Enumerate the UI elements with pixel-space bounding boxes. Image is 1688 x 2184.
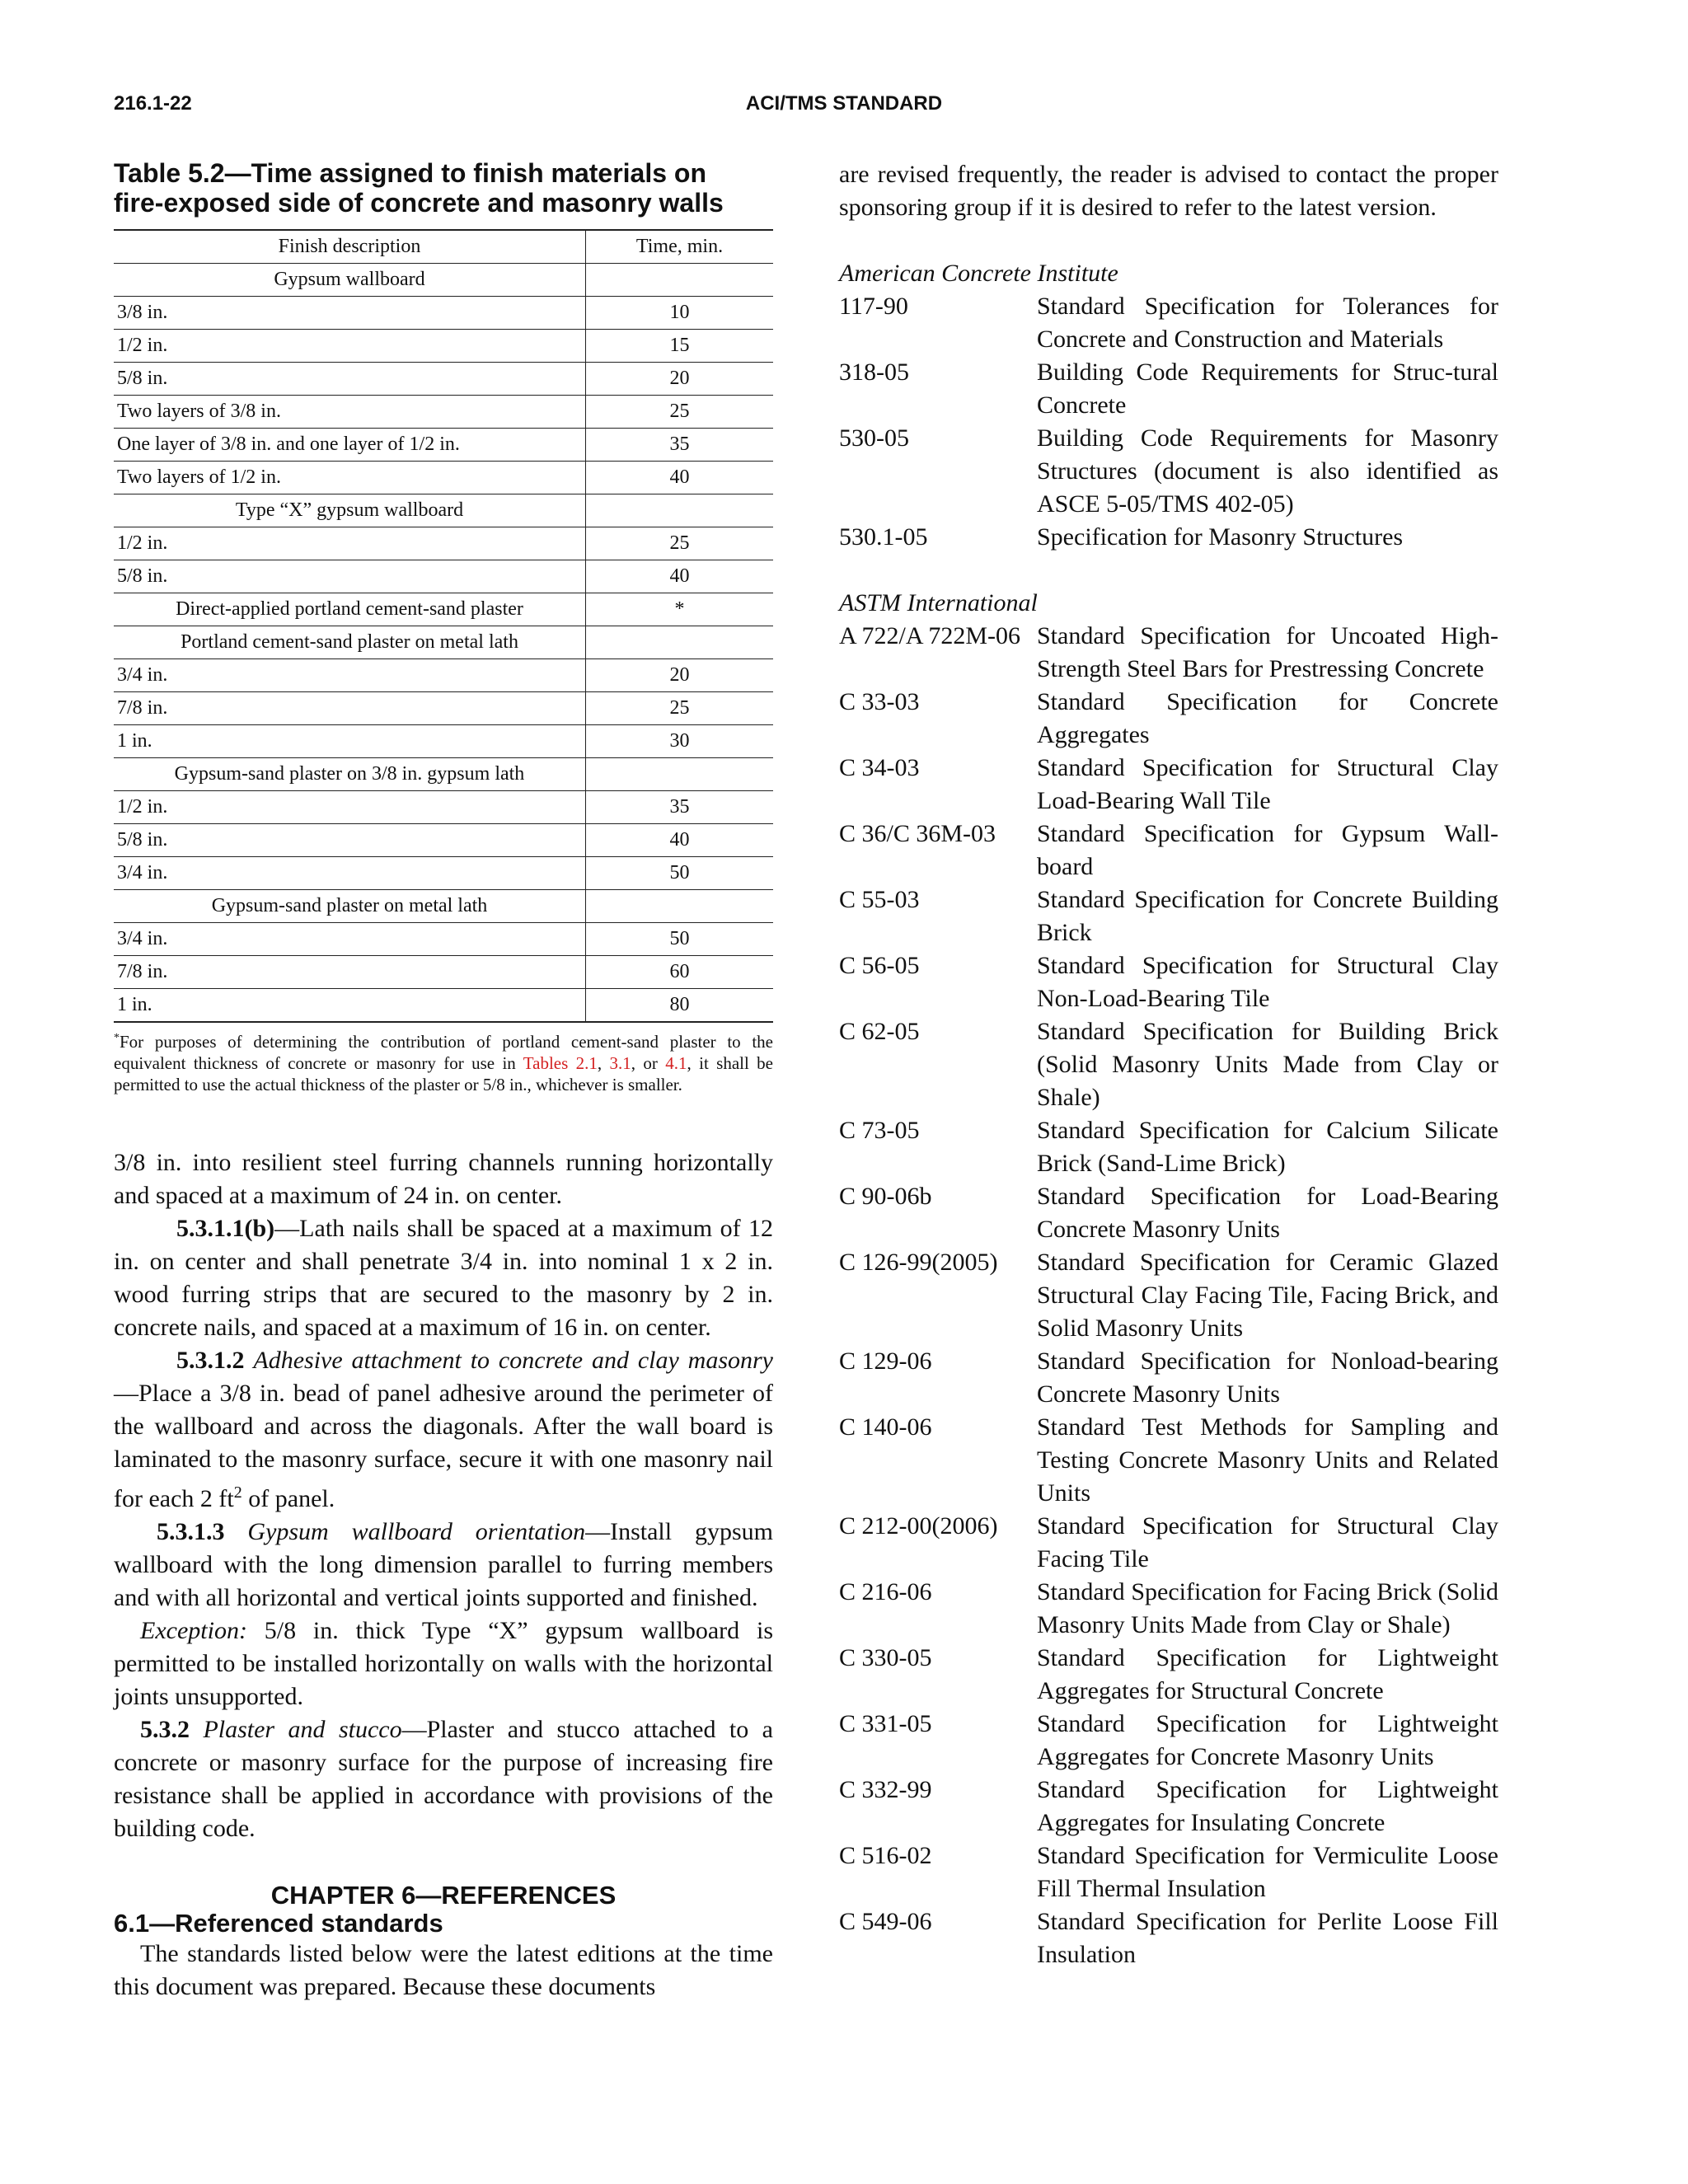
right-column — [839, 158, 1498, 1971]
finish-description-cell: 1 in. — [114, 725, 586, 758]
finish-description-cell: 1/2 in. — [114, 791, 586, 824]
reference-entry — [839, 521, 1498, 554]
reference-title: Standard Specification for Uncoated High-Strength Steel Bars for Prestressing Concrete — [1037, 622, 1498, 682]
reference-title: Standard Specification for Calcium Silicate Brick (Sand-Lime Brick) — [1037, 1117, 1498, 1177]
reference-title: Specification for Masonry Structures — [1037, 523, 1404, 551]
table-row — [114, 791, 773, 824]
clause-5-3-1-1b-text: —Lath nails shall be spaced at a maximum of 12 in. on center and shall penetrate 3/4 in. into nominal 1 x 2 in. wood furring strips that are secured to the masonry by 2 in. concrete nails, and spaced at a maximum of 16 in. on center. — [114, 1215, 773, 1341]
reference-entry — [839, 1510, 1498, 1576]
group-heading: Direct-applied portland cement-sand plaster — [114, 593, 586, 626]
reference-entry — [839, 1345, 1498, 1411]
reference-code: 318-05 — [839, 359, 909, 386]
table-row — [114, 692, 773, 725]
reference-code: C 129-06 — [839, 1347, 932, 1375]
finish-description-cell: 1/2 in. — [114, 527, 586, 560]
reference-title: Standard Specification for Structural Clay Facing Tile — [1037, 1512, 1498, 1572]
reference-entry — [839, 1180, 1498, 1246]
group-heading-time: * — [586, 593, 774, 626]
clause-5-3-2-title: Plaster and stucco — [203, 1716, 402, 1743]
reference-entry — [839, 1905, 1498, 1971]
reference-title: Building Code Requirements for Struc-tural Concrete — [1037, 359, 1498, 419]
reference-code: C 330-05 — [839, 1644, 932, 1671]
paragraph-5-3-1-3 — [114, 1516, 773, 1615]
footnote-sep-2: , or — [631, 1053, 666, 1073]
time-cell: 50 — [586, 923, 774, 956]
column-header-time: Time, min. — [586, 230, 774, 264]
right-body-text — [839, 158, 1498, 224]
reference-code: C 55-03 — [839, 886, 920, 913]
table-row — [114, 429, 773, 462]
time-cell: 20 — [586, 363, 774, 396]
finish-description-cell: 1/2 in. — [114, 330, 586, 363]
reference-code: C 36/C 36M-03 — [839, 820, 996, 847]
finish-description-cell: One layer of 3/8 in. and one layer of 1/2 in. — [114, 429, 586, 462]
clause-5-3-1-3-text: —Install gypsum wallboard with the long dimension parallel to furring members and with all horizontal and vertical joints supported and finished. — [114, 1518, 774, 1611]
reference-title: Standard Specification for Perlite Loose Fill Insulation — [1037, 1908, 1498, 1968]
footnote-mark: * — [114, 1032, 120, 1044]
page-number: 216.1-22 — [114, 92, 192, 115]
reference-code: C 549-06 — [839, 1908, 932, 1935]
reference-entry — [839, 1642, 1498, 1708]
running-title: ACI/TMS STANDARD — [745, 92, 943, 115]
clause-5-3-1-2-sup: 2 — [233, 1483, 242, 1502]
org-astm: ASTM International — [839, 589, 1038, 616]
reference-entry — [839, 818, 1498, 883]
footnote-text-pre: For purposes of determining the contribution of portland cement-sand plaster to the equivalent thickness of concrete or masonry for use in — [114, 1032, 773, 1073]
table-title-line1: Table 5.2—Time assigned to finish materials on — [114, 158, 707, 188]
reference-title: Standard Specification for Lightweight Aggregates for Insulating Concrete — [1037, 1776, 1498, 1836]
left-column — [114, 158, 773, 2004]
clause-5-3-2-text: —Plaster and stucco attached to a concrete or masonry surface for the purpose of increasing fire resistance shall be applied in accordance with provisions of the building code. — [114, 1716, 773, 1842]
table-row — [114, 659, 773, 692]
finish-description-cell: 5/8 in. — [114, 560, 586, 593]
table-title-line2: fire-exposed side of concrete and masonry walls — [114, 188, 724, 218]
time-cell: 15 — [586, 330, 774, 363]
reference-code: C 212-00(2006) — [839, 1512, 998, 1540]
paragraph-exception — [114, 1615, 773, 1713]
reference-code: C 332-99 — [839, 1776, 932, 1803]
reference-entry — [839, 422, 1498, 521]
reference-code: 117-90 — [839, 293, 908, 320]
reference-code: C 73-05 — [839, 1117, 920, 1144]
left-body-text — [114, 1146, 773, 1845]
time-cell: 25 — [586, 527, 774, 560]
reference-code: C 216-06 — [839, 1578, 932, 1605]
time-cell: 30 — [586, 725, 774, 758]
reference-title: Standard Specification for Tolerances for Concrete and Construction and Materials — [1037, 293, 1498, 353]
aci-reference-list — [839, 290, 1498, 554]
finish-description-cell: 3/4 in. — [114, 857, 586, 890]
group-heading: Gypsum wallboard — [114, 264, 586, 297]
table-row — [114, 527, 773, 560]
reference-entry — [839, 1708, 1498, 1774]
table-group-heading-row — [114, 758, 773, 791]
references-intro — [114, 1938, 773, 2004]
reference-title: Building Code Requirements for Masonry Structures (document is also identified as ASCE 5-05/TMS 402-05) — [1037, 424, 1498, 518]
reference-title: Standard Specification for Facing Brick (Solid Masonry Units Made from Clay or Shale) — [1037, 1578, 1498, 1638]
time-cell: 40 — [586, 560, 774, 593]
link-table-4-1[interactable]: 4.1 — [665, 1053, 687, 1073]
table-row — [114, 923, 773, 956]
reference-entry — [839, 752, 1498, 818]
group-heading-time — [586, 758, 774, 791]
table-group-heading-row — [114, 593, 773, 626]
group-heading-time — [586, 626, 774, 659]
clause-5-3-1-2-title: Adhesive attachment to concrete and clay masonry — [253, 1347, 773, 1374]
table-footnote — [114, 1028, 773, 1095]
table-group-heading-row — [114, 890, 773, 923]
table-row — [114, 363, 773, 396]
finish-description-cell: Two layers of 1/2 in. — [114, 462, 586, 494]
reference-title: Standard Specification for Building Brick (Solid Masonry Units Made from Clay or Shale) — [1037, 1018, 1498, 1111]
astm-reference-list — [839, 620, 1498, 1971]
table-row — [114, 989, 773, 1023]
reference-code: A 722/A 722M-06 — [839, 622, 1021, 649]
reference-entry — [839, 1576, 1498, 1642]
table-row — [114, 297, 773, 330]
group-heading-time — [586, 264, 774, 297]
org-aci: American Concrete Institute — [839, 260, 1118, 287]
reference-code: C 126-99(2005) — [839, 1249, 998, 1276]
table-header-row — [114, 230, 773, 264]
reference-entry — [839, 1411, 1498, 1510]
clause-5-3-1-3-title: Gypsum wallboard orientation — [247, 1518, 586, 1545]
link-table-3-1[interactable]: 3.1 — [609, 1053, 631, 1073]
finish-description-cell: 3/8 in. — [114, 297, 586, 330]
time-cell: 80 — [586, 989, 774, 1023]
finish-description-cell: 5/8 in. — [114, 824, 586, 857]
reference-entry — [839, 1774, 1498, 1840]
reference-title: Standard Specification for Structural Clay Load-Bearing Wall Tile — [1037, 754, 1498, 814]
time-cell: 40 — [586, 462, 774, 494]
reference-code: 530-05 — [839, 424, 909, 452]
time-cell: 35 — [586, 429, 774, 462]
table-row — [114, 725, 773, 758]
table-row — [114, 462, 773, 494]
column-header-finish: Finish description — [114, 230, 586, 264]
table-row — [114, 560, 773, 593]
reference-entry — [839, 686, 1498, 752]
reference-code: 530.1-05 — [839, 523, 928, 551]
exception-label: Exception: — [140, 1617, 247, 1644]
group-heading-time — [586, 890, 774, 923]
reference-code: C 516-02 — [839, 1842, 932, 1869]
group-heading: Gypsum-sand plaster on 3/8 in. gypsum lath — [114, 758, 586, 791]
reference-code: C 331-05 — [839, 1710, 932, 1737]
reference-title: Standard Specification for Gypsum Wall-board — [1037, 820, 1498, 880]
time-cell: 60 — [586, 956, 774, 989]
clause-5-3-1-2-end: of panel. — [241, 1485, 335, 1512]
table-row — [114, 956, 773, 989]
clause-5-3-1-1b-label: 5.3.1.1(b) — [176, 1215, 275, 1242]
paragraph-5-3-1-1b — [114, 1212, 773, 1344]
paragraph-lath-spacing: 3/8 in. into resilient steel furring channels running horizontally and spaced at a maximum of 24 in. on center. — [114, 1149, 773, 1209]
reference-entry — [839, 883, 1498, 949]
table-row — [114, 396, 773, 429]
reference-title: Standard Specification for Ceramic Glazed Structural Clay Facing Tile, Facing Brick, and Solid Masonry Units — [1037, 1249, 1498, 1342]
reference-code: C 56-05 — [839, 952, 920, 979]
time-cell: 50 — [586, 857, 774, 890]
link-table-2-1[interactable]: Tables 2.1 — [523, 1053, 598, 1073]
finish-description-cell: Two layers of 3/8 in. — [114, 396, 586, 429]
reference-title: Standard Specification for Lightweight Aggregates for Structural Concrete — [1037, 1644, 1498, 1704]
footnote-text-post: , it shall be permitted to use the actual thickness of the plaster or 5/8 in., whichever is smaller. — [114, 1053, 773, 1094]
table-row — [114, 330, 773, 363]
clause-5-3-2-label: 5.3.2 — [140, 1716, 190, 1743]
reference-code: C 33-03 — [839, 688, 920, 715]
time-cell: 25 — [586, 396, 774, 429]
clause-5-3-1-2-label: 5.3.1.2 — [176, 1347, 245, 1374]
finish-description-cell: 3/4 in. — [114, 923, 586, 956]
reference-code: C 90-06b — [839, 1183, 932, 1210]
reference-entry — [839, 1840, 1498, 1905]
group-heading: Type “X” gypsum wallboard — [114, 494, 586, 527]
time-cell: 20 — [586, 659, 774, 692]
group-heading: Portland cement-sand plaster on metal lath — [114, 626, 586, 659]
reference-code: C 62-05 — [839, 1018, 920, 1045]
table-row — [114, 857, 773, 890]
reference-title: Standard Test Methods for Sampling and Testing Concrete Masonry Units and Related Units — [1037, 1413, 1498, 1507]
reference-code: C 34-03 — [839, 754, 920, 781]
table-group-heading-row — [114, 626, 773, 659]
reference-entry — [839, 1246, 1498, 1345]
table-group-heading-row — [114, 264, 773, 297]
reference-title: Standard Specification for Load-Bearing Concrete Masonry Units — [1037, 1183, 1498, 1243]
paragraph-5-3-1-2 — [114, 1344, 773, 1516]
clause-5-3-1-2-text: —Place a 3/8 in. bead of panel adhesive around the perimeter of the wallboard and across the diagonals. After the wall board is laminated to the masonry surface, secure it with one masonry nail for each 2 ft — [114, 1380, 773, 1512]
reference-entry — [839, 949, 1498, 1015]
exception-text: 5/8 in. thick Type “X” gypsum wallboard is permitted to be installed horizontally on walls with the horizontal joints unsupported. — [114, 1617, 773, 1710]
reference-title: Standard Specification for Concrete Building Brick — [1037, 886, 1498, 946]
reference-entry — [839, 1015, 1498, 1114]
time-cell: 10 — [586, 297, 774, 330]
reference-code: C 140-06 — [839, 1413, 932, 1441]
table-row — [114, 824, 773, 857]
reference-title: Standard Specification for Lightweight Aggregates for Concrete Masonry Units — [1037, 1710, 1498, 1770]
chapter-heading: CHAPTER 6—REFERENCES — [270, 1881, 617, 1910]
table-title — [114, 158, 773, 218]
reference-title: Standard Specification for Structural Clay Non-Load-Bearing Tile — [1037, 952, 1498, 1012]
table-body — [114, 264, 773, 1023]
reference-entry — [839, 356, 1498, 422]
footnote-sep-1: , — [597, 1053, 610, 1073]
reference-entry — [839, 290, 1498, 356]
reference-entry — [839, 620, 1498, 686]
reference-title: Standard Specification for Concrete Aggregates — [1037, 688, 1498, 748]
time-cell: 35 — [586, 791, 774, 824]
finish-description-cell: 5/8 in. — [114, 363, 586, 396]
reference-entry — [839, 1114, 1498, 1180]
paragraph-5-3-2 — [114, 1713, 773, 1845]
group-heading-time — [586, 494, 774, 527]
reference-title: Standard Specification for Vermiculite Loose Fill Thermal Insulation — [1037, 1842, 1498, 1902]
finish-time-table — [114, 229, 773, 1023]
table-group-heading-row — [114, 494, 773, 527]
finish-description-cell: 1 in. — [114, 989, 586, 1023]
reference-title: Standard Specification for Nonload-bearing Concrete Masonry Units — [1037, 1347, 1498, 1408]
clause-5-3-1-3-label: 5.3.1.3 — [157, 1518, 225, 1545]
finish-description-cell: 7/8 in. — [114, 956, 586, 989]
paragraph-standards-intro: The standards listed below were the latest editions at the time this document was prepared. Because these documents — [114, 1940, 773, 2000]
time-cell: 40 — [586, 824, 774, 857]
time-cell: 25 — [586, 692, 774, 725]
paragraph-revision-note: are revised frequently, the reader is advised to contact the proper sponsoring group if it is desired to refer to the latest version. — [839, 161, 1498, 221]
group-heading: Gypsum-sand plaster on metal lath — [114, 890, 586, 923]
finish-description-cell: 3/4 in. — [114, 659, 586, 692]
section-heading: 6.1—Referenced standards — [114, 1909, 443, 1938]
finish-description-cell: 7/8 in. — [114, 692, 586, 725]
